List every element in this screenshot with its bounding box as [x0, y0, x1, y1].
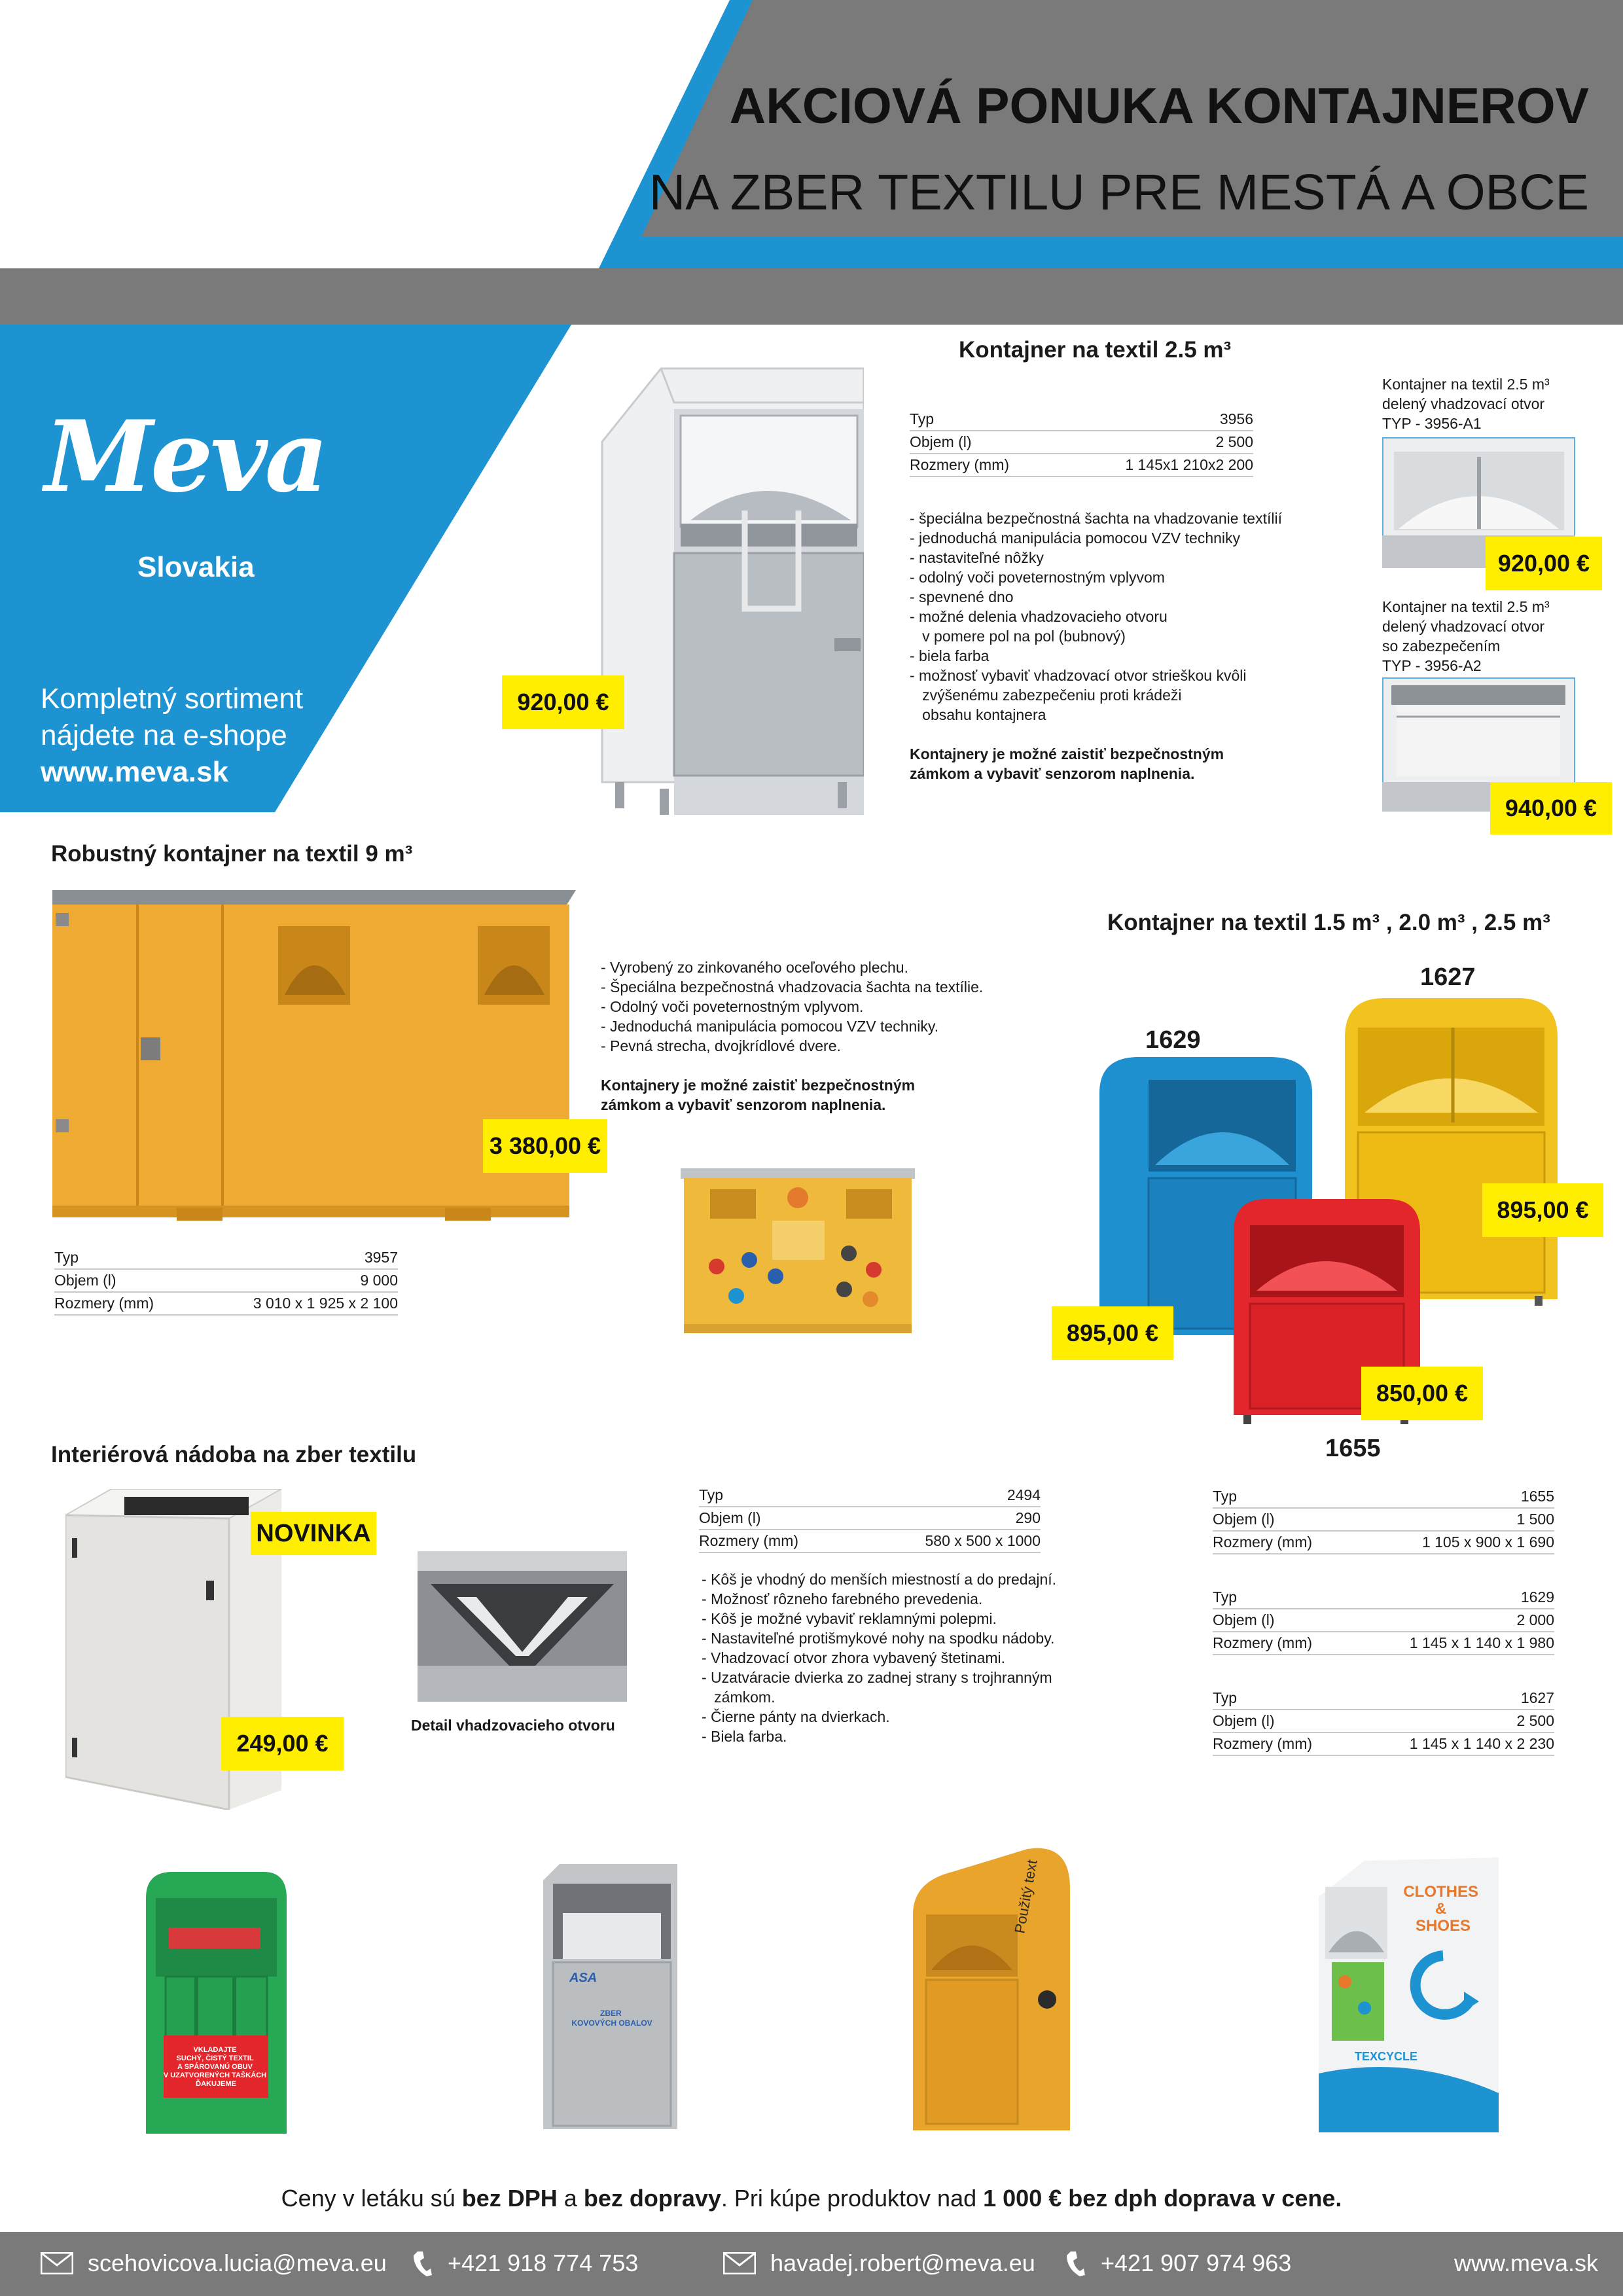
orange-container-front-image: [677, 1168, 918, 1335]
spec-row: Typ 3956: [910, 408, 1253, 431]
tagline-line-2: nájdete na e-shope: [41, 719, 287, 751]
spec-row: Typ 1655: [1213, 1486, 1554, 1509]
list-item: - možnosť vybaviť vhadzovací otvor strieškou kvôli: [910, 667, 1247, 684]
lock-note-2-5: Kontajnery je možné zaistiť bezpečnostným zámkom a vybaviť senzorom naplnenia.: [910, 745, 1224, 782]
spec-row: Rozmery (mm) 1 145x1 210x2 200: [910, 454, 1253, 477]
list-item: - špeciálna bezpečnostná šachta na vhadzovanie textílií: [910, 510, 1282, 527]
spec-row: Rozmery (mm) 1 105 x 900 x 1 690: [1213, 1532, 1554, 1554]
list-item: - možné delenia vhadzovacieho otvoru: [910, 608, 1168, 625]
spec-row: Objem (l) 1 500: [1213, 1509, 1554, 1532]
variant-a1-caption: Kontajner na textil 2.5 m³ delený vhadzovací otvor TYP - 3956-A1: [1382, 376, 1550, 432]
label-1655: 1655: [1325, 1435, 1381, 1462]
spec-row: Rozmery (mm) 580 x 500 x 1000: [699, 1530, 1041, 1553]
spec-table-1655: [1213, 1486, 1554, 1554]
spec-table-1629: [1213, 1587, 1554, 1655]
tagline-line-1: Kompletný sortiment: [41, 683, 304, 715]
logo-subtitle: Slovakia: [137, 551, 255, 583]
list-item: - biela farba: [910, 647, 990, 664]
list-item: zvýšenému zabezpečeniu proti krádeži: [910, 687, 1182, 704]
spec-table-interior: [699, 1484, 1041, 1553]
label-1629: 1629: [1145, 1026, 1201, 1054]
feature-list-interior: [702, 1570, 1056, 1746]
price-tag-a1: 920,00 €: [1486, 537, 1602, 590]
feature-list-2-5: [910, 509, 1282, 725]
slot-detail-image: [418, 1551, 627, 1702]
footer-email-1[interactable]: scehovicova.lucia@meva.eu: [41, 2244, 387, 2283]
orange-container-9m3-image: [52, 890, 576, 1247]
list-item: - Pevná strecha, dvojkrídlové dvere.: [601, 1037, 841, 1054]
yellow-gallery-container-image: [913, 1842, 1070, 2137]
variant-a2-caption: Kontajner na textil 2.5 m³ delený vhadzovací otvor so zabezpečením TYP - 3956-A2: [1382, 598, 1550, 674]
spec-row: Rozmery (mm) 3 010 x 1 925 x 2 100: [54, 1293, 398, 1316]
page-subtitle: NA ZBER TEXTILU PRE MESTÁ A OBCE: [649, 164, 1589, 221]
list-item: - Možnosť rôzneho farebného prevedenia.: [702, 1590, 983, 1607]
spec-row: Rozmery (mm) 1 145 x 1 140 x 2 230: [1213, 1733, 1554, 1756]
phone-icon: [412, 2250, 433, 2276]
price-tag-1627: 895,00 €: [1482, 1183, 1603, 1237]
white-gallery-container-image: [1319, 1857, 1499, 2136]
white-bin-brand: TEXCYCLE: [1355, 2050, 1418, 2063]
price-tag-1655: 850,00 €: [1361, 1367, 1483, 1420]
product-multi-title: Kontajner na textil 1.5 m³ , 2.0 m³ , 2.5 m³: [1107, 910, 1550, 935]
price-tag-interior: 249,00 €: [221, 1717, 344, 1770]
list-item: - nastaviteľné nôžky: [910, 549, 1044, 566]
shop-url[interactable]: www.meva.sk: [41, 756, 228, 788]
spec-table-9: [54, 1247, 398, 1316]
spec-row: Typ 1629: [1213, 1587, 1554, 1609]
spec-row: Objem (l) 2 500: [910, 431, 1253, 454]
list-item: - Nastaviteľné protišmykové nohy na spodku nádoby.: [702, 1630, 1055, 1647]
list-item: - odolný voči poveternostným vplyvom: [910, 569, 1165, 586]
product-2-5-title: Kontajner na textil 2.5 m³: [959, 337, 1232, 363]
gray-bin-brand: ASA: [569, 1971, 597, 1985]
page-title: AKCIOVÁ PONUKA KONTAJNEROV: [729, 78, 1589, 134]
spec-row: Objem (l) 290: [699, 1507, 1041, 1530]
list-item: - Kôš je vhodný do menších miestností a do predajní.: [702, 1571, 1057, 1588]
list-item: - Jednoduchá manipulácia pomocou VZV techniky.: [601, 1018, 939, 1035]
detail-caption: Detail vhadzovacieho otvoru: [411, 1717, 615, 1734]
spec-row: Objem (l) 2 500: [1213, 1710, 1554, 1733]
list-item: - Špeciálna bezpečnostná vhadzovacia šachta na textílie.: [601, 978, 984, 996]
list-item: - Odolný voči poveternostným vplyvom.: [601, 998, 864, 1015]
footer-phone-2[interactable]: +421 907 974 963: [1065, 2244, 1291, 2283]
spec-row: Typ 1627: [1213, 1687, 1554, 1710]
phone-icon: [1065, 2250, 1086, 2276]
price-tag-1629: 895,00 €: [1052, 1306, 1173, 1360]
lock-note-9: Kontajnery je možné zaistiť bezpečnostným zámkom a vybaviť senzorom naplnenia.: [601, 1077, 916, 1113]
footer-web[interactable]: www.meva.sk: [1454, 2250, 1598, 2276]
gray-container-image: [543, 1864, 677, 2132]
product-9-title: Robustný kontajner na textil 9 m³: [51, 841, 413, 867]
envelope-icon: [723, 2252, 756, 2274]
list-item: v pomere pol na pol (bubnový): [910, 628, 1126, 645]
yellow-bin-label: Použitý text: [1011, 1858, 1041, 1935]
shop-tagline: [41, 681, 303, 791]
list-item: zámkom.: [702, 1689, 776, 1706]
price-tag-a2: 940,00 €: [1490, 782, 1612, 834]
spec-row: Objem (l) 2 000: [1213, 1609, 1554, 1632]
list-item: - Biela farba.: [702, 1728, 787, 1745]
list-item: - spevnené dno: [910, 588, 1014, 605]
label-1627: 1627: [1420, 963, 1476, 991]
list-item: - jednoduchá manipulácia pomocou VZV techniky: [910, 529, 1241, 547]
novinka-badge: NOVINKA: [251, 1512, 376, 1555]
list-item: obsahu kontajnera: [910, 706, 1046, 723]
list-item: - Čierne pánty na dvierkach.: [702, 1708, 890, 1725]
list-item: - Vyrobený zo zinkovaného oceľového plechu.: [601, 959, 908, 976]
spec-row: Typ 2494: [699, 1484, 1041, 1507]
spec-row: Rozmery (mm) 1 145 x 1 140 x 1 980: [1213, 1632, 1554, 1655]
price-tag-2-5: 920,00 €: [502, 675, 624, 729]
footer-email-2[interactable]: havadej.robert@meva.eu: [723, 2244, 1035, 2283]
product-interior-title: Interiérová nádoba na zber textilu: [51, 1442, 417, 1467]
spec-table-1627: [1213, 1687, 1554, 1756]
spec-row: Typ 3957: [54, 1247, 398, 1270]
list-item: - Uzatváracie dvierka zo zadnej strany s trojhranným: [702, 1669, 1052, 1686]
white-container-image: [576, 363, 864, 821]
price-tag-9: 3 380,00 €: [483, 1119, 607, 1173]
feature-list-9: [601, 958, 983, 1056]
white-bin-label: CLOTHES & SHOES: [1403, 1883, 1478, 1935]
list-item: - Vhadzovací otvor zhora vybavený štetinami.: [702, 1649, 1006, 1666]
gray-bin-label: ZBER KOVOVÝCH OBALOV: [571, 2009, 652, 2028]
spec-table-2-5: [910, 408, 1253, 477]
meva-logo: Meva: [45, 399, 326, 514]
green-container-image: [143, 1872, 290, 2140]
envelope-icon: [41, 2252, 73, 2274]
green-bin-label: VKLADAJTE SUCHÝ, ČISTÝ TEXTIL A SPÁROVANÚ OBUV V UZATVORENÝCH TAŠKÁCH ĎAKUJEME: [163, 2046, 267, 2088]
spec-row: Objem (l) 9 000: [54, 1270, 398, 1293]
footer-phone-1[interactable]: +421 918 774 753: [412, 2244, 638, 2283]
price-disclaimer: Ceny v letáku sú bez DPH a bez dopravy. Pri kúpe produktov nad 1 000 € bez dph doprava v cene.: [281, 2185, 1342, 2212]
list-item: - Kôš je možné vybaviť reklamnými polepmi.: [702, 1610, 997, 1627]
